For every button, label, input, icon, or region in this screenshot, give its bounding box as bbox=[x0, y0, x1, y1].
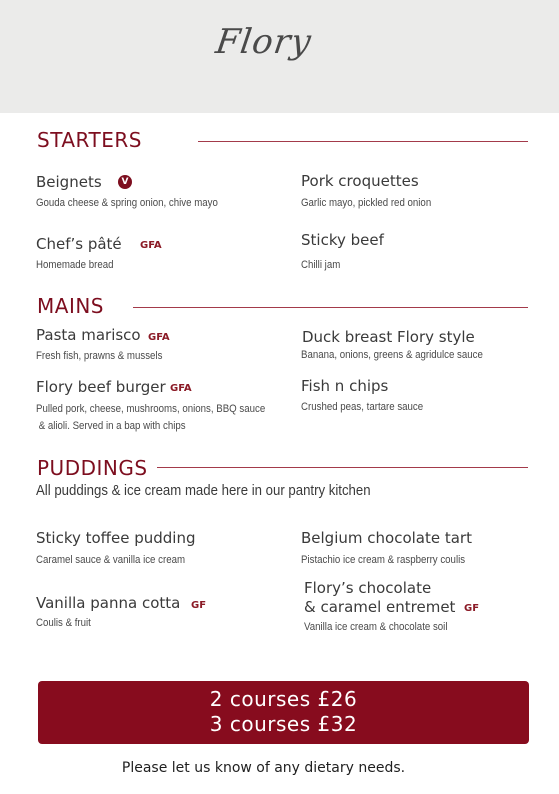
menu-item-name: Sticky beef bbox=[301, 231, 384, 249]
puddings-heading: PUDDINGS bbox=[37, 456, 148, 480]
price-two-courses: 2 courses £26 bbox=[209, 687, 358, 711]
flory-logo: Flory bbox=[213, 22, 315, 62]
menu-item-desc: Banana, onions, greens & agridulce sauce bbox=[301, 349, 483, 361]
menu-item-name: Beignets bbox=[36, 173, 102, 191]
starters-divider bbox=[198, 141, 528, 142]
menu-item-desc: Caramel sauce & vanilla ice cream bbox=[36, 554, 186, 566]
header-banner bbox=[0, 0, 559, 113]
vegetarian-icon: V bbox=[118, 175, 132, 189]
gfa-badge: GFA bbox=[140, 240, 162, 251]
mains-heading: MAINS bbox=[37, 294, 104, 318]
menu-item-desc: Pistachio ice cream & raspberry coulis bbox=[301, 554, 466, 566]
menu-item-name: Flory beef burger bbox=[36, 378, 166, 396]
menu-item-name: Pork croquettes bbox=[301, 172, 419, 190]
menu-item-name: Fish n chips bbox=[301, 377, 389, 395]
menu-item-desc: Homemade bread bbox=[36, 259, 114, 271]
gfa-badge: GFA bbox=[170, 383, 192, 394]
dietary-note: Please let us know of any dietary needs. bbox=[121, 760, 406, 776]
menu-item-name: & caramel entremet bbox=[304, 598, 456, 616]
gf-badge: GF bbox=[191, 600, 207, 611]
mains-divider bbox=[133, 307, 528, 308]
menu-item-desc: Chilli jam bbox=[301, 259, 341, 271]
gfa-badge: GFA bbox=[148, 332, 170, 343]
menu-item-desc: Vanilla ice cream & chocolate soil bbox=[304, 621, 448, 633]
menu-item-name: Sticky toffee pudding bbox=[36, 529, 196, 547]
menu-item-desc: & alioli. Served in a bap with chips bbox=[36, 420, 186, 432]
starters-heading: STARTERS bbox=[37, 128, 142, 152]
menu-item-name: Pasta marisco bbox=[36, 326, 141, 344]
menu-item-name: Chef’s pâté bbox=[36, 235, 122, 253]
gf-badge: GF bbox=[464, 603, 480, 614]
price-three-courses: 3 courses £32 bbox=[209, 712, 358, 736]
menu-item-name: Duck breast Flory style bbox=[302, 328, 475, 346]
menu-item-desc: Gouda cheese & spring onion, chive mayo bbox=[36, 197, 218, 209]
puddings-subtitle: All puddings & ice cream made here in our pantry kitchen bbox=[36, 482, 371, 499]
menu-item-desc: Garlic mayo, pickled red onion bbox=[301, 197, 432, 209]
menu-item-desc: Fresh fish, prawns & mussels bbox=[36, 350, 163, 362]
puddings-divider bbox=[157, 467, 528, 468]
pricing-panel bbox=[38, 681, 529, 744]
menu-item-name: Vanilla panna cotta bbox=[36, 594, 181, 612]
menu-item-desc: Pulled pork, cheese, mushrooms, onions, BBQ sauce bbox=[36, 403, 266, 415]
menu-item-name: Flory’s chocolate bbox=[304, 579, 432, 597]
menu-item-name: Belgium chocolate tart bbox=[301, 529, 472, 547]
menu-item-desc: Coulis & fruit bbox=[36, 617, 91, 629]
menu-item-desc: Crushed peas, tartare sauce bbox=[301, 401, 424, 413]
